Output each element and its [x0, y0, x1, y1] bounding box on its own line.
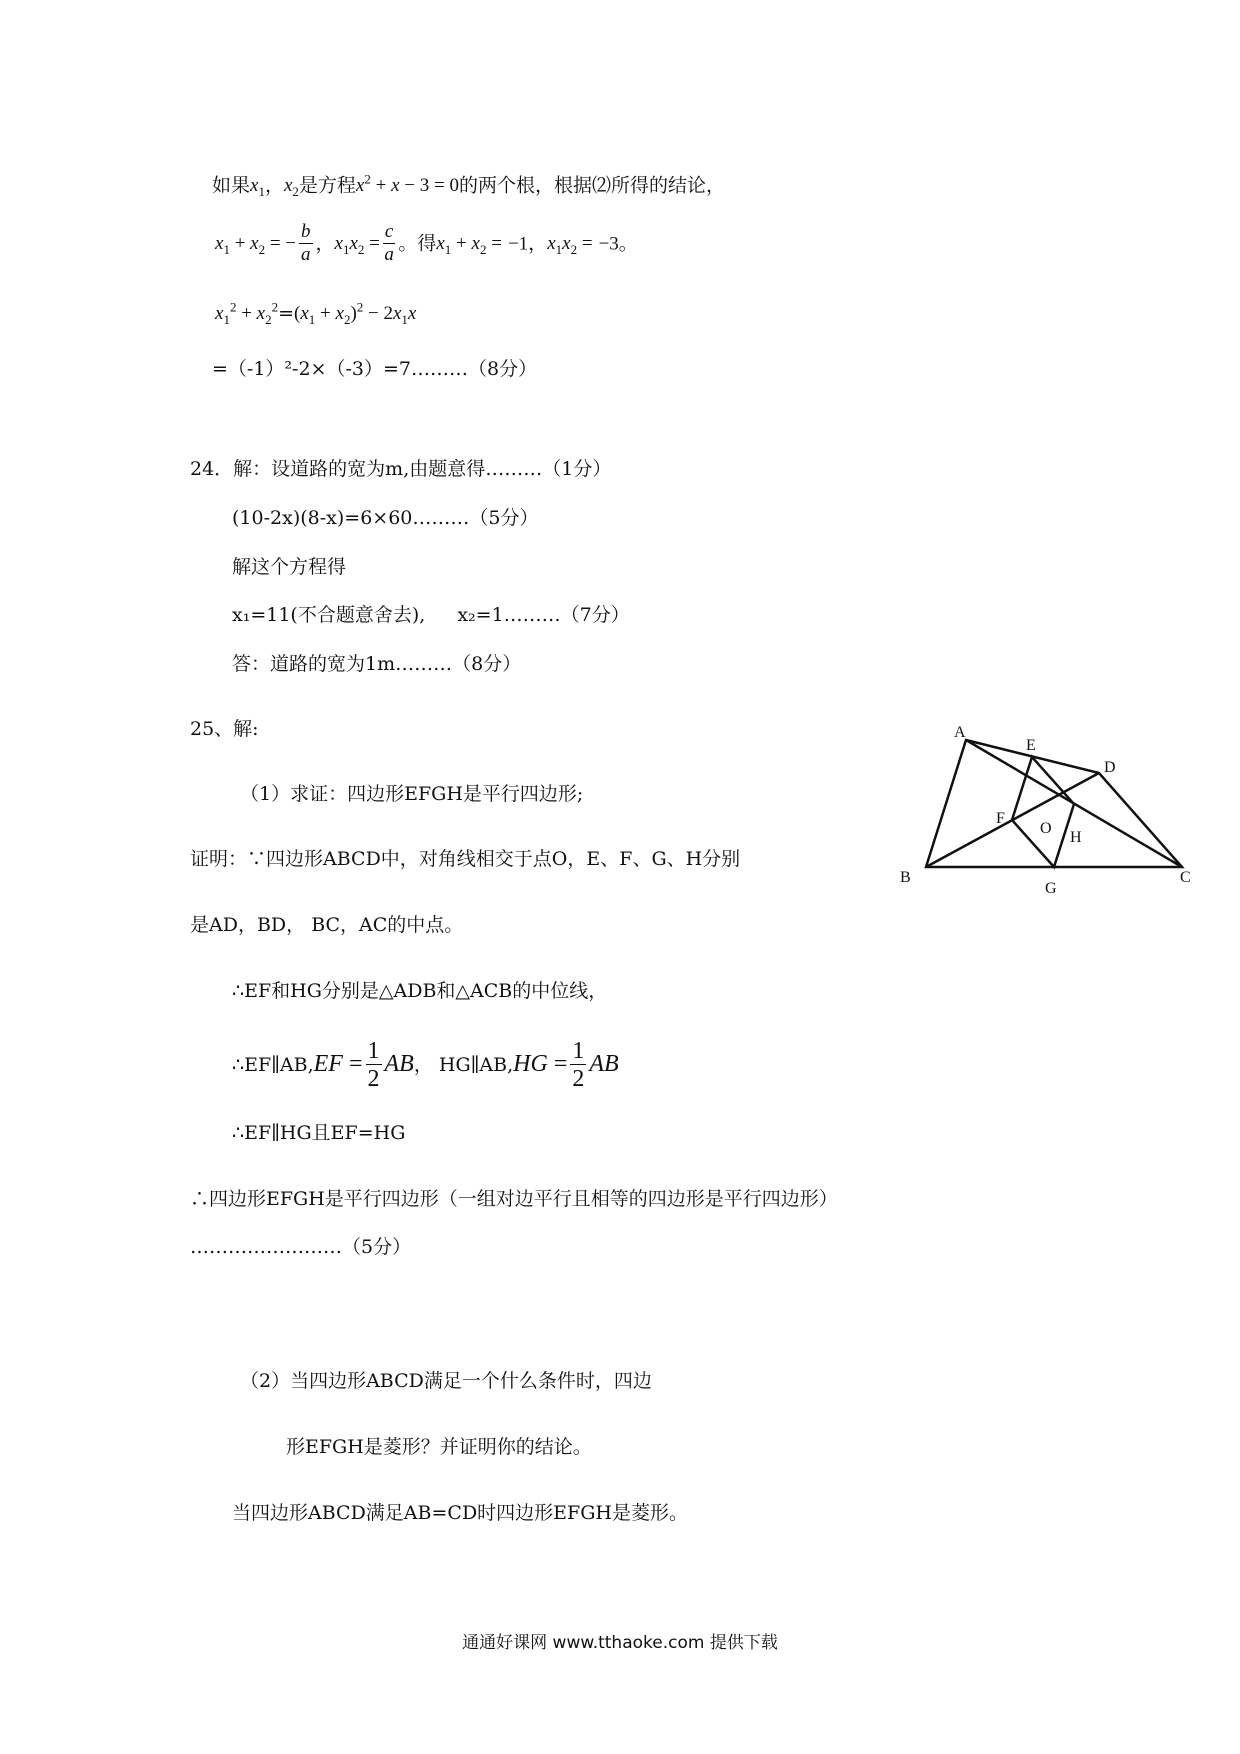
math-ab-2: AB — [589, 1051, 619, 1078]
q24-line3: 解这个方程得 — [232, 556, 347, 578]
q24-line5: 答：道路的宽为1m………（8分） — [232, 653, 522, 675]
label-h: H — [1070, 829, 1082, 846]
q23-intro-sep: ， — [264, 174, 284, 197]
label-e: E — [1026, 737, 1036, 754]
q25-step4: ∴四边形EFGH是平行四边形（一组对边平行且相等的四边形是平行四边形） — [190, 1188, 838, 1210]
q23-vieta-comma: ， — [528, 232, 548, 255]
math-identity: $(x_1 + x_2)^2 - 2x_1x$ — [294, 300, 417, 328]
q23-square-sum — [215, 300, 416, 328]
q23-vieta-sep: ， — [315, 232, 335, 255]
q25-proof2: 是AD，BD， BC，AC的中点。 — [190, 914, 464, 936]
math-x1: $x_1$ — [250, 175, 265, 200]
q24-root2: x₂=1………（7分） — [457, 604, 630, 626]
math-equation: $x^2 + x - 3 = 0$ — [355, 172, 459, 197]
frac-one-half-1: $\frac{1}{2}$ — [367, 1038, 380, 1093]
q23-intro-pre: 如果 — [212, 174, 251, 197]
frac-c-over-a: $\frac{c}{a}$ — [384, 221, 394, 265]
q25-step3: ∴EF∥HG且EF=HG — [232, 1122, 406, 1144]
q23-calc: =（-1）²-2×（-3）=7………（8分） — [212, 358, 538, 380]
q25-heading: 25、解: — [190, 718, 259, 740]
frac-b-over-a: $\frac{b}{a}$ — [301, 221, 311, 265]
q24-root1: x₁=11(不合题意舍去), — [232, 604, 426, 626]
q25-part1: （1）求证：四边形EFGH是平行四边形; — [240, 783, 584, 805]
q23-intro-post: 的两个根，根据⑵所得的结论， — [458, 174, 725, 197]
q23-prod-value: −3。 — [598, 233, 638, 255]
q25-step2-hg-parallel: ， HG∥AB, — [413, 1054, 514, 1077]
quadrilateral-figure — [890, 722, 1195, 907]
q24-line2: (10-2x)(8-x)=6×60………（5分） — [232, 507, 539, 529]
math-square-sum: $x_1^2 + x_2^2$ — [215, 300, 279, 328]
frac-one-half-2: $\frac{1}{2}$ — [572, 1038, 585, 1093]
q23-vieta — [215, 222, 638, 267]
q23-intro — [212, 172, 725, 200]
label-a: A — [954, 724, 966, 741]
q23-sum-value: −1 — [507, 233, 529, 255]
q25-part2a: （2）当四边形ABCD满足一个什么条件时，四边 — [240, 1370, 652, 1392]
q25-step1: ∴EF和HG分别是△ADB和△ACB的中位线， — [232, 980, 608, 1002]
q24-line4 — [232, 604, 630, 627]
math-x2: $x_2$ — [283, 175, 299, 200]
figure-lines — [926, 740, 1182, 867]
q23-intro-mid: 是方程 — [298, 174, 356, 197]
q25-step5: ……………………（5分） — [190, 1236, 412, 1258]
math-sum2: $x_1 + x_2$ = — [436, 233, 502, 258]
label-f: F — [996, 810, 1005, 827]
q25-part2b: 形EFGH是菱形？并证明你的结论。 — [286, 1436, 592, 1458]
q23-vieta-then: 。得 — [398, 232, 437, 255]
math-prod: $x_1x_2$ = — [334, 233, 380, 258]
label-c: C — [1180, 869, 1191, 886]
math-ab-1: AB — [384, 1051, 414, 1078]
math-prod2: $x_1x_2$ = — [547, 233, 593, 258]
quad-abcd — [926, 740, 1182, 867]
label-b: B — [900, 869, 911, 886]
q25-proof1: 证明：∵四边形ABCD中，对角线相交于点O，E、F、G、H分别 — [190, 848, 741, 870]
label-o: O — [1040, 820, 1052, 837]
label-g: G — [1045, 880, 1057, 897]
page-footer: 通通好课网 www.tthaoke.com 提供下载 — [462, 1633, 778, 1653]
math-hg-half: HG = — [513, 1051, 568, 1078]
math-ef-half: EF = — [313, 1051, 363, 1078]
q24-line1: 24．解：设道路的宽为m,由题意得………（1分） — [190, 458, 612, 480]
q25-answer: 当四边形ABCD满足AB=CD时四边形EFGH是菱形。 — [232, 1502, 688, 1524]
label-d: D — [1104, 759, 1116, 776]
q23-eq-sign: = — [278, 302, 295, 325]
q25-step2-ef-parallel: ∴EF∥AB, — [232, 1054, 314, 1077]
q25-step2 — [232, 1038, 619, 1094]
math-sum: $x_1 + x_2$ = − — [215, 233, 297, 258]
